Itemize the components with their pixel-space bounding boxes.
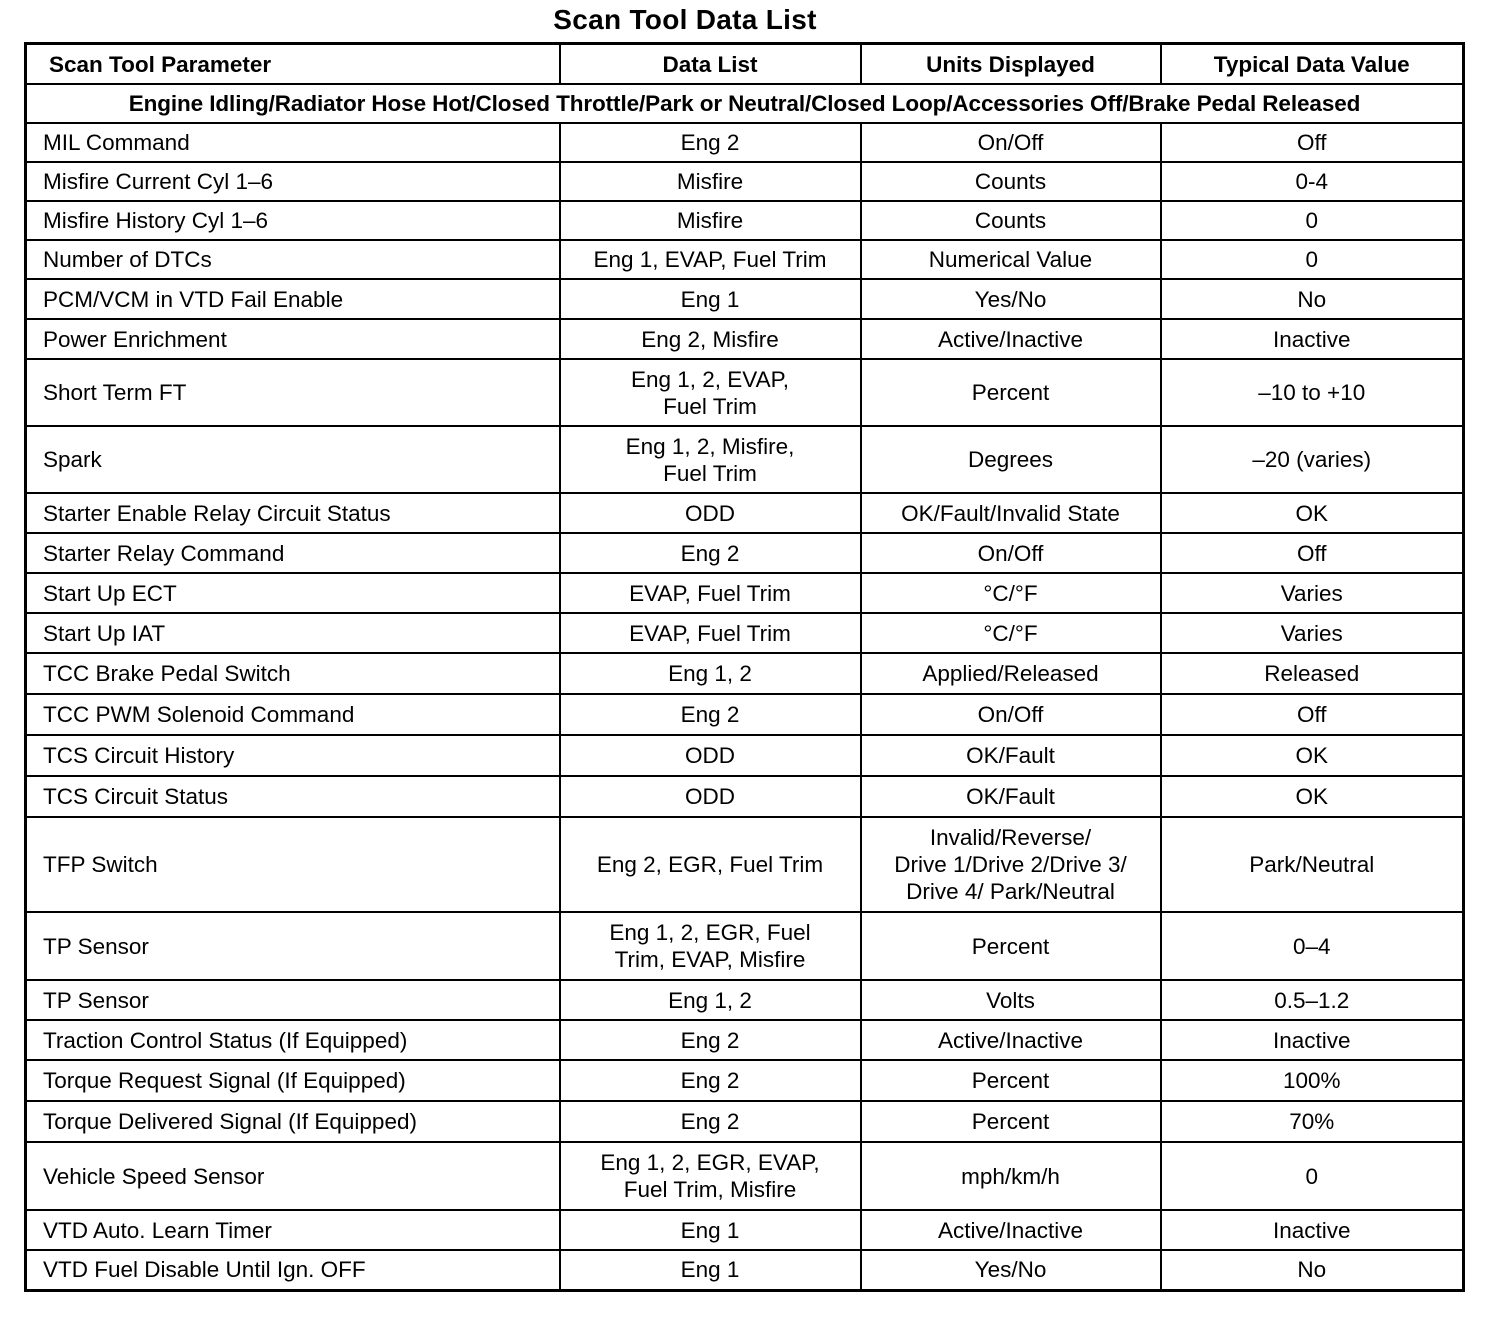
parameter-cell: TCS Circuit Status [26,776,560,817]
typical-value-cell: –20 (varies) [1161,426,1464,493]
table-row [26,613,1464,653]
table-row [26,123,1464,162]
page-title: Scan Tool Data List [553,4,817,35]
data-list-cell: Eng 1, 2 [560,653,861,694]
parameter-cell: Torque Request Signal (If Equipped) [26,1060,560,1101]
data-list-cell: Misfire [560,201,861,240]
typical-value-cell: Park/Neutral [1161,817,1464,912]
header-data-list: Data List [560,44,861,85]
table-row [26,573,1464,613]
condition-row [26,84,1464,123]
typical-value-cell: Off [1161,533,1464,573]
parameter-cell: Vehicle Speed Sensor [26,1142,560,1210]
units-cell: OK/Fault [861,776,1161,817]
typical-value-cell: Off [1161,123,1464,162]
parameter-cell: TP Sensor [26,980,560,1020]
data-list-cell: Eng 1, 2, EGR, EVAP, Fuel Trim, Misfire [560,1142,861,1210]
data-list-cell: Eng 2, EGR, Fuel Trim [560,817,861,912]
data-list-cell: Eng 1, 2, EGR, Fuel Trim, EVAP, Misfire [560,912,861,980]
table-row [26,426,1464,493]
parameter-cell: PCM/VCM in VTD Fail Enable [26,279,560,319]
typical-value-cell: 0 [1161,240,1464,279]
header-units: Units Displayed [861,44,1161,85]
data-list-cell: Eng 2, Misfire [560,319,861,359]
typical-value-cell: Inactive [1161,319,1464,359]
table-row [26,319,1464,359]
parameter-cell: TFP Switch [26,817,560,912]
data-list-cell: Misfire [560,162,861,201]
data-list-cell: Eng 2 [560,1020,861,1060]
units-cell: Applied/Released [861,653,1161,694]
typical-value-cell: No [1161,279,1464,319]
table-row [26,240,1464,279]
table-row [26,776,1464,817]
units-cell: Degrees [861,426,1161,493]
units-cell: Active/Inactive [861,1020,1161,1060]
typical-value-cell: Released [1161,653,1464,694]
table-row [26,201,1464,240]
data-list-cell: ODD [560,493,861,533]
table-row [26,1250,1464,1290]
data-list-cell: ODD [560,735,861,776]
typical-value-cell: No [1161,1250,1464,1290]
typical-value-cell: Inactive [1161,1210,1464,1250]
parameter-cell: Number of DTCs [26,240,560,279]
units-cell: Volts [861,980,1161,1020]
parameter-cell: VTD Fuel Disable Until Ign. OFF [26,1250,560,1290]
parameter-cell: Power Enrichment [26,319,560,359]
table-row [26,1101,1464,1142]
parameter-cell: TCC PWM Solenoid Command [26,694,560,735]
table-row [26,735,1464,776]
parameter-cell: TCC Brake Pedal Switch [26,653,560,694]
typical-value-cell: –10 to +10 [1161,359,1464,426]
data-list-cell: Eng 1 [560,1210,861,1250]
units-cell: Numerical Value [861,240,1161,279]
data-list-cell: Eng 1, EVAP, Fuel Trim [560,240,861,279]
typical-value-cell: 0–4 [1161,912,1464,980]
parameter-cell: Short Term FT [26,359,560,426]
units-cell: On/Off [861,694,1161,735]
table-row [26,533,1464,573]
table-row [26,817,1464,912]
typical-value-cell: OK [1161,735,1464,776]
table-row [26,980,1464,1020]
units-cell: Invalid/Reverse/ Drive 1/Drive 2/Drive 3/ Drive 4/ Park/Neutral [861,817,1161,912]
header-row [26,44,1464,85]
units-cell: OK/Fault [861,735,1161,776]
units-cell: Percent [861,912,1161,980]
header-parameter: Scan Tool Parameter [26,44,560,85]
data-list-cell: Eng 2 [560,1101,861,1142]
typical-value-cell: OK [1161,493,1464,533]
units-cell: Active/Inactive [861,1210,1161,1250]
parameter-cell: Torque Delivered Signal (If Equipped) [26,1101,560,1142]
table-row [26,653,1464,694]
typical-value-cell: 0 [1161,1142,1464,1210]
typical-value-cell: Off [1161,694,1464,735]
units-cell: °C/°F [861,613,1161,653]
units-cell: mph/km/h [861,1142,1161,1210]
table-row [26,1210,1464,1250]
typical-value-cell: Varies [1161,573,1464,613]
table-row [26,162,1464,201]
units-cell: Counts [861,201,1161,240]
units-cell: Counts [861,162,1161,201]
parameter-cell: TP Sensor [26,912,560,980]
typical-value-cell: 70% [1161,1101,1464,1142]
data-list-cell: ODD [560,776,861,817]
units-cell: On/Off [861,533,1161,573]
table-row [26,493,1464,533]
table-row [26,1020,1464,1060]
typical-value-cell: Inactive [1161,1020,1464,1060]
typical-value-cell: 100% [1161,1060,1464,1101]
table-row [26,694,1464,735]
header-typical-value: Typical Data Value [1161,44,1464,85]
typical-value-cell: 0-4 [1161,162,1464,201]
typical-value-cell: OK [1161,776,1464,817]
parameter-cell: Misfire Current Cyl 1–6 [26,162,560,201]
units-cell: Percent [861,359,1161,426]
data-list-cell: Eng 2 [560,694,861,735]
scan-tool-data-table [24,42,1465,1292]
parameter-cell: Traction Control Status (If Equipped) [26,1020,560,1060]
parameter-cell: Start Up IAT [26,613,560,653]
data-list-cell: Eng 1 [560,1250,861,1290]
parameter-cell: Spark [26,426,560,493]
data-list-cell: EVAP, Fuel Trim [560,573,861,613]
table-row [26,279,1464,319]
data-list-cell: Eng 1, 2 [560,980,861,1020]
units-cell: Yes/No [861,279,1161,319]
parameter-cell: Starter Relay Command [26,533,560,573]
table-row [26,359,1464,426]
table-row [26,1060,1464,1101]
data-list-cell: Eng 2 [560,1060,861,1101]
table-row [26,1142,1464,1210]
typical-value-cell: 0.5–1.2 [1161,980,1464,1020]
typical-value-cell: 0 [1161,201,1464,240]
data-list-cell: Eng 2 [560,123,861,162]
data-list-cell: EVAP, Fuel Trim [560,613,861,653]
data-list-cell: Eng 2 [560,533,861,573]
units-cell: Percent [861,1101,1161,1142]
data-list-cell: Eng 1, 2, EVAP, Fuel Trim [560,359,861,426]
parameter-cell: Start Up ECT [26,573,560,613]
units-cell: °C/°F [861,573,1161,613]
units-cell: Yes/No [861,1250,1161,1290]
table-row [26,912,1464,980]
data-list-cell: Eng 1, 2, Misfire, Fuel Trim [560,426,861,493]
units-cell: On/Off [861,123,1161,162]
typical-value-cell: Varies [1161,613,1464,653]
parameter-cell: Starter Enable Relay Circuit Status [26,493,560,533]
parameter-cell: VTD Auto. Learn Timer [26,1210,560,1250]
operating-condition: Engine Idling/Radiator Hose Hot/Closed Throttle/Park or Neutral/Closed Loop/Accessories Off/Brake Pedal Released [26,84,1464,123]
units-cell: Active/Inactive [861,319,1161,359]
units-cell: OK/Fault/Invalid State [861,493,1161,533]
units-cell: Percent [861,1060,1161,1101]
parameter-cell: Misfire History Cyl 1–6 [26,201,560,240]
parameter-cell: TCS Circuit History [26,735,560,776]
parameter-cell: MIL Command [26,123,560,162]
data-list-cell: Eng 1 [560,279,861,319]
